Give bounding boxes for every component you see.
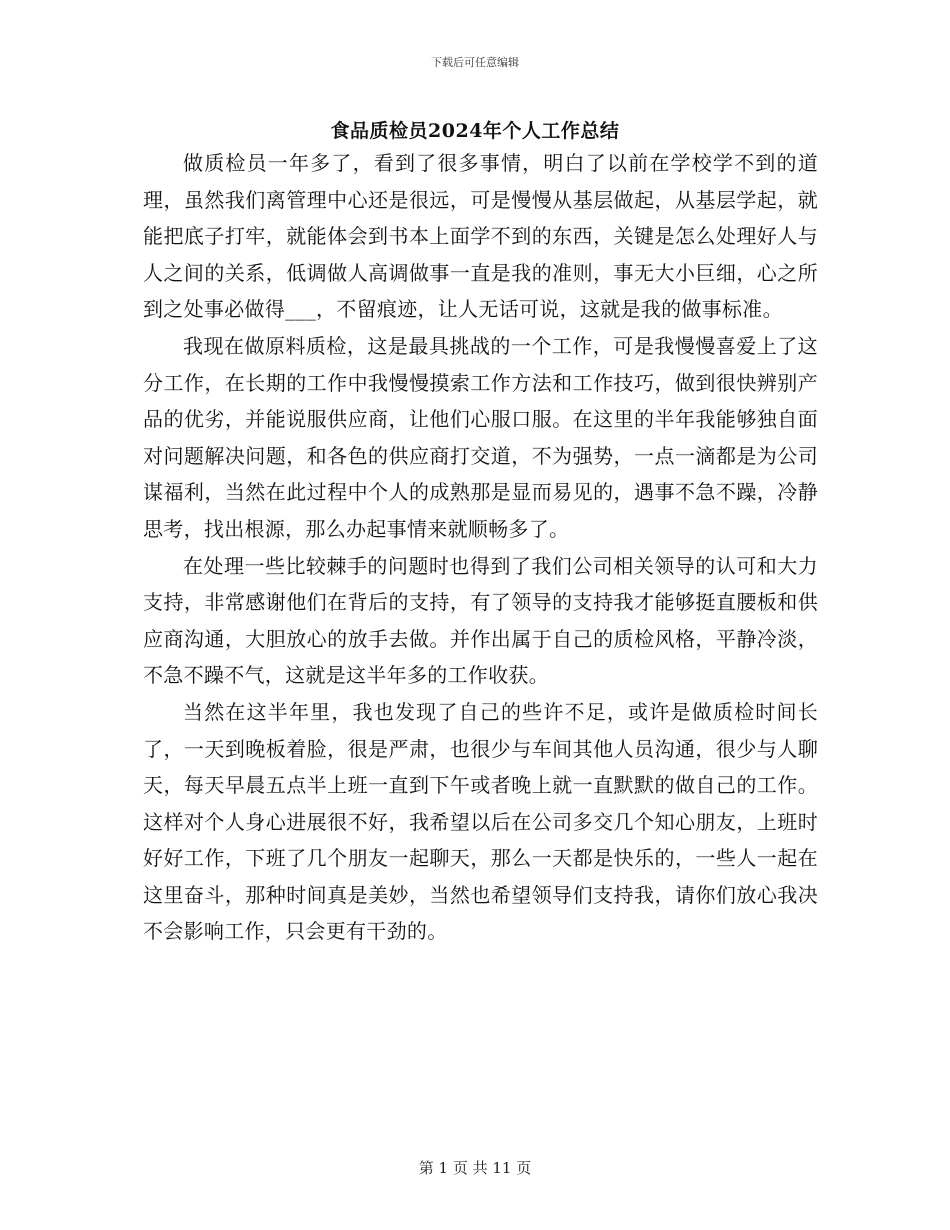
document-title: 食品质检员2024年个人工作总结 <box>330 120 620 142</box>
document-body <box>143 145 818 950</box>
paragraph-4: 当然在这半年里，我也发现了自己的些许不足，或许是做质检时间长了，一天到晚板着脸，很是严肃，也很少与车间其他人员沟通，很少与人聊天，每天早晨五点半上班一直到下午或者晚上就一直默默的做自己的工作。这样对个人身心进展很不好，我希望以后在公司多交几个知心朋友，上班时好好工作，下班了几个朋友一起聊天，那么一天都是快乐的，一些人一起在这里奋斗，那种时间真是美妙，当然也希望领导们支持我，请你们放心我决不会影响工作，只会更有干劲的。 <box>143 699 818 944</box>
paragraph-3: 在处理一些比较棘手的问题时也得到了我们公司相关领导的认可和大力支持，非常感谢他们在背后的支持，有了领导的支持我才能够挺直腰板和供应商沟通，大胆放心的放手去做。并作出属于自己的质检风格，平静冷淡，不急不躁不气，这就是这半年多的工作收获。 <box>143 553 818 688</box>
page-number: 第 1 页 共 11 页 <box>418 1159 532 1177</box>
header-note: 下载后可任意编辑 <box>431 56 519 69</box>
paragraph-1: 做质检员一年多了，看到了很多事情，明白了以前在学校学不到的道理，虽然我们离管理中心还是很远，可是慢慢从基层做起，从基层学起，就能把底子打牢，就能体会到书本上面学不到的东西，关键是怎么处理好人与人之间的关系，低调做人高调做事一直是我的准则，事无大小巨细，心之所到之处事必做得___，不留痕迹，让人无话可说，这就是我的做事标准。 <box>143 151 818 322</box>
paragraph-2: 我现在做原料质检，这是最具挑战的一个工作，可是我慢慢喜爱上了这分工作，在长期的工作中我慢慢摸索工作方法和工作技巧，做到很快辨别产品的优劣，并能说服供应商，让他们心服口服。在这里的半年我能够独自面对问题解决问题，和各色的供应商打交道，不为强势，一点一滴都是为公司谋福利，当然在此过程中个人的成熟那是显而易见的，遇事不急不躁，冷静思考，找出根源，那么办起事情来就顺畅多了。 <box>143 333 818 541</box>
